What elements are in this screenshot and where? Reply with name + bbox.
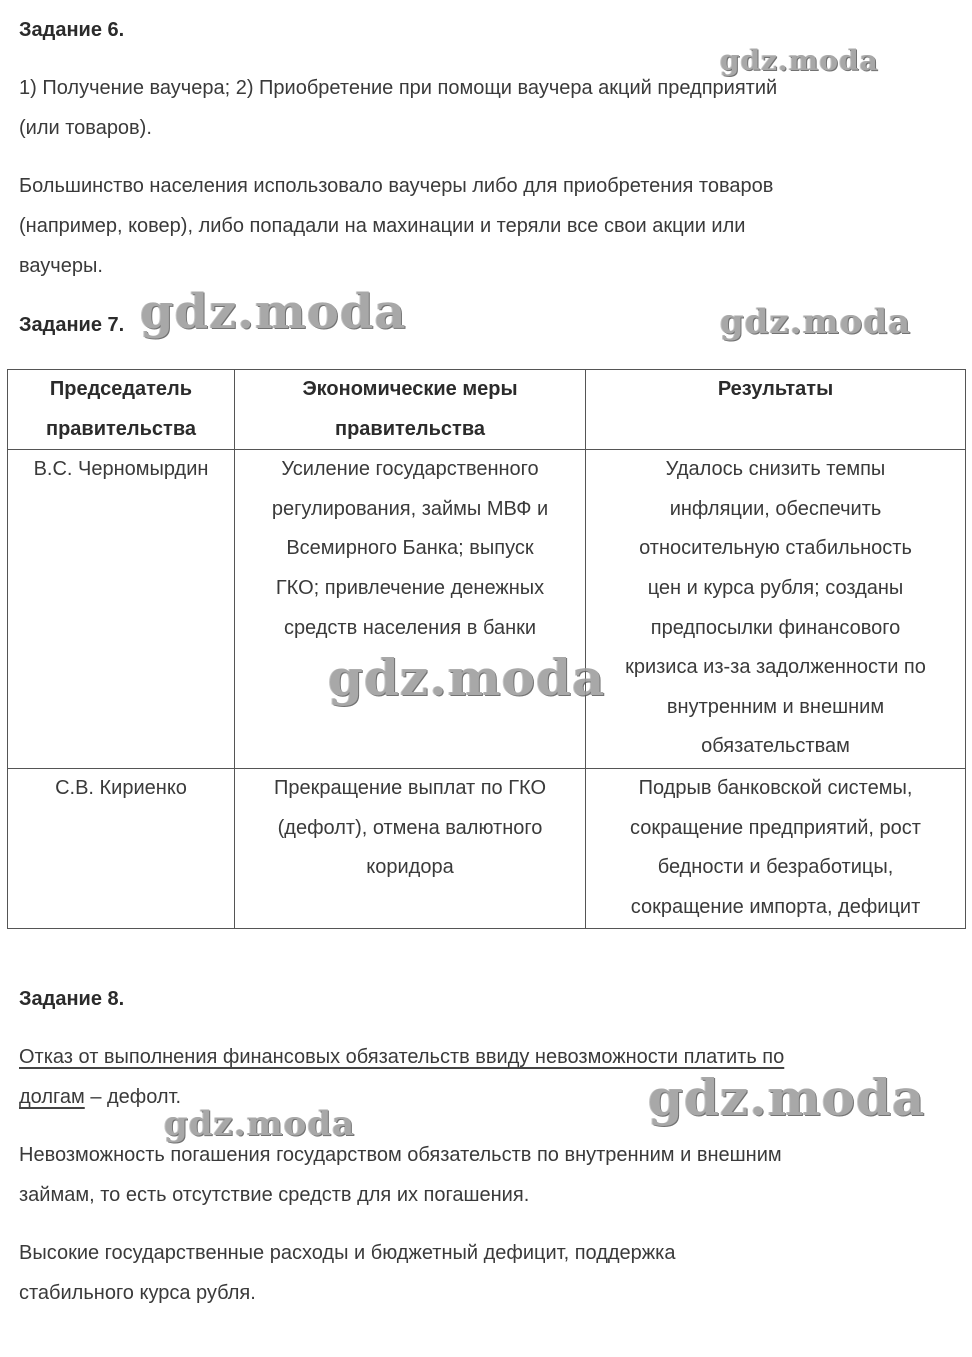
watermark: gdz.moda bbox=[720, 302, 912, 342]
cell-text: Удалось снизить темпы bbox=[665, 458, 886, 481]
cell-text: внутренним и внешним bbox=[666, 695, 885, 718]
header-text: Экономические меры bbox=[302, 378, 518, 400]
task6-answer-1 bbox=[19, 68, 959, 148]
task7-table bbox=[7, 369, 966, 929]
watermark: gdz.moda bbox=[648, 1068, 926, 1127]
watermark: gdz.moda bbox=[140, 284, 407, 340]
cell-text: В.С. Черномырдин bbox=[33, 458, 209, 481]
cell-text: цен и курса рубля; созданы bbox=[647, 576, 904, 599]
text-line: Большинство населения использовало ваучеры либо для приобретения товаров bbox=[19, 175, 774, 197]
text-line: Отказ от выполнения финансовых обязательств ввиду невозможности платить по bbox=[19, 1046, 785, 1068]
table-row bbox=[8, 769, 966, 928]
text-line: ваучеры. bbox=[19, 255, 103, 277]
header-text: правительства bbox=[46, 417, 196, 440]
cell-chairman bbox=[8, 769, 235, 928]
cell-text: Усиление государственного bbox=[281, 458, 539, 481]
header-text: Председатель bbox=[49, 378, 193, 400]
cell-text: кризиса из-за задолженности по bbox=[625, 656, 926, 679]
text-line: 1) Получение ваучера; 2) Приобретение при помощи ваучера акций предприятий bbox=[19, 77, 778, 99]
task7-heading: Задание 7. bbox=[19, 314, 125, 336]
header-results bbox=[586, 370, 966, 450]
cell-text: обязательствам bbox=[701, 735, 850, 758]
header-text: Результаты bbox=[717, 378, 834, 400]
text-span: – дефолт. bbox=[84, 1086, 182, 1108]
cell-text: предпосылки финансового bbox=[650, 616, 901, 639]
table-header-row bbox=[8, 370, 966, 450]
cell-text: относительную стабильность bbox=[639, 537, 912, 560]
header-measures bbox=[235, 370, 586, 450]
text-line: (например, ковер), либо попадали на махинации и теряли все свои акции или bbox=[19, 215, 746, 237]
cell-text: регулирования, займы МВФ и bbox=[271, 497, 549, 520]
text-line: займам, то есть отсутствие средств для их погашения. bbox=[19, 1184, 530, 1206]
cell-chairman bbox=[8, 450, 235, 769]
cell-text: инфляции, обеспечить bbox=[669, 497, 882, 520]
cell-text: ГКО; привлечение денежных bbox=[275, 576, 545, 599]
cell-text: бедности и безработицы, bbox=[657, 856, 894, 879]
table-row bbox=[8, 450, 966, 769]
task8-answer-3 bbox=[19, 1233, 959, 1313]
watermark: gdz.moda bbox=[164, 1104, 356, 1144]
cell-text: Подрыв банковской системы, bbox=[638, 777, 913, 800]
cell-text: коридора bbox=[366, 856, 454, 879]
cell-text: сокращение предприятий, рост bbox=[630, 816, 921, 839]
cell-text: С.В. Кириенко bbox=[55, 777, 187, 800]
task6-heading: Задание 6. bbox=[19, 19, 125, 41]
underlined-word: долгам bbox=[19, 1086, 85, 1108]
cell-text: средств населения в банки bbox=[283, 616, 537, 639]
cell-text: Прекращение выплат по ГКО bbox=[273, 777, 547, 800]
cell-text: (дефолт), отмена валютного bbox=[277, 816, 543, 839]
task8-answer-2 bbox=[19, 1135, 959, 1215]
header-text: правительства bbox=[335, 417, 485, 440]
cell-measures bbox=[235, 450, 586, 769]
cell-measures bbox=[235, 769, 586, 928]
watermark: gdz.moda bbox=[720, 44, 879, 77]
cell-text: сокращение импорта, дефицит bbox=[630, 895, 921, 918]
task8-heading: Задание 8. bbox=[19, 988, 125, 1010]
task8-answer-1 bbox=[19, 1037, 959, 1117]
header-chairman bbox=[8, 370, 235, 450]
cell-results bbox=[586, 769, 966, 928]
text-line: стабильного курса рубля. bbox=[19, 1282, 256, 1304]
text-line: Высокие государственные расходы и бюджетный дефицит, поддержка bbox=[19, 1242, 676, 1264]
text-line bbox=[19, 1077, 959, 1117]
text-line: Невозможность погашения государством обязательств по внутренним и внешним bbox=[19, 1144, 782, 1166]
text-line: (или товаров). bbox=[19, 117, 152, 139]
cell-results bbox=[586, 450, 966, 769]
cell-text: Всемирного Банка; выпуск bbox=[286, 537, 534, 560]
watermark: gdz.moda bbox=[328, 648, 606, 707]
task6-answer-2 bbox=[19, 166, 959, 286]
